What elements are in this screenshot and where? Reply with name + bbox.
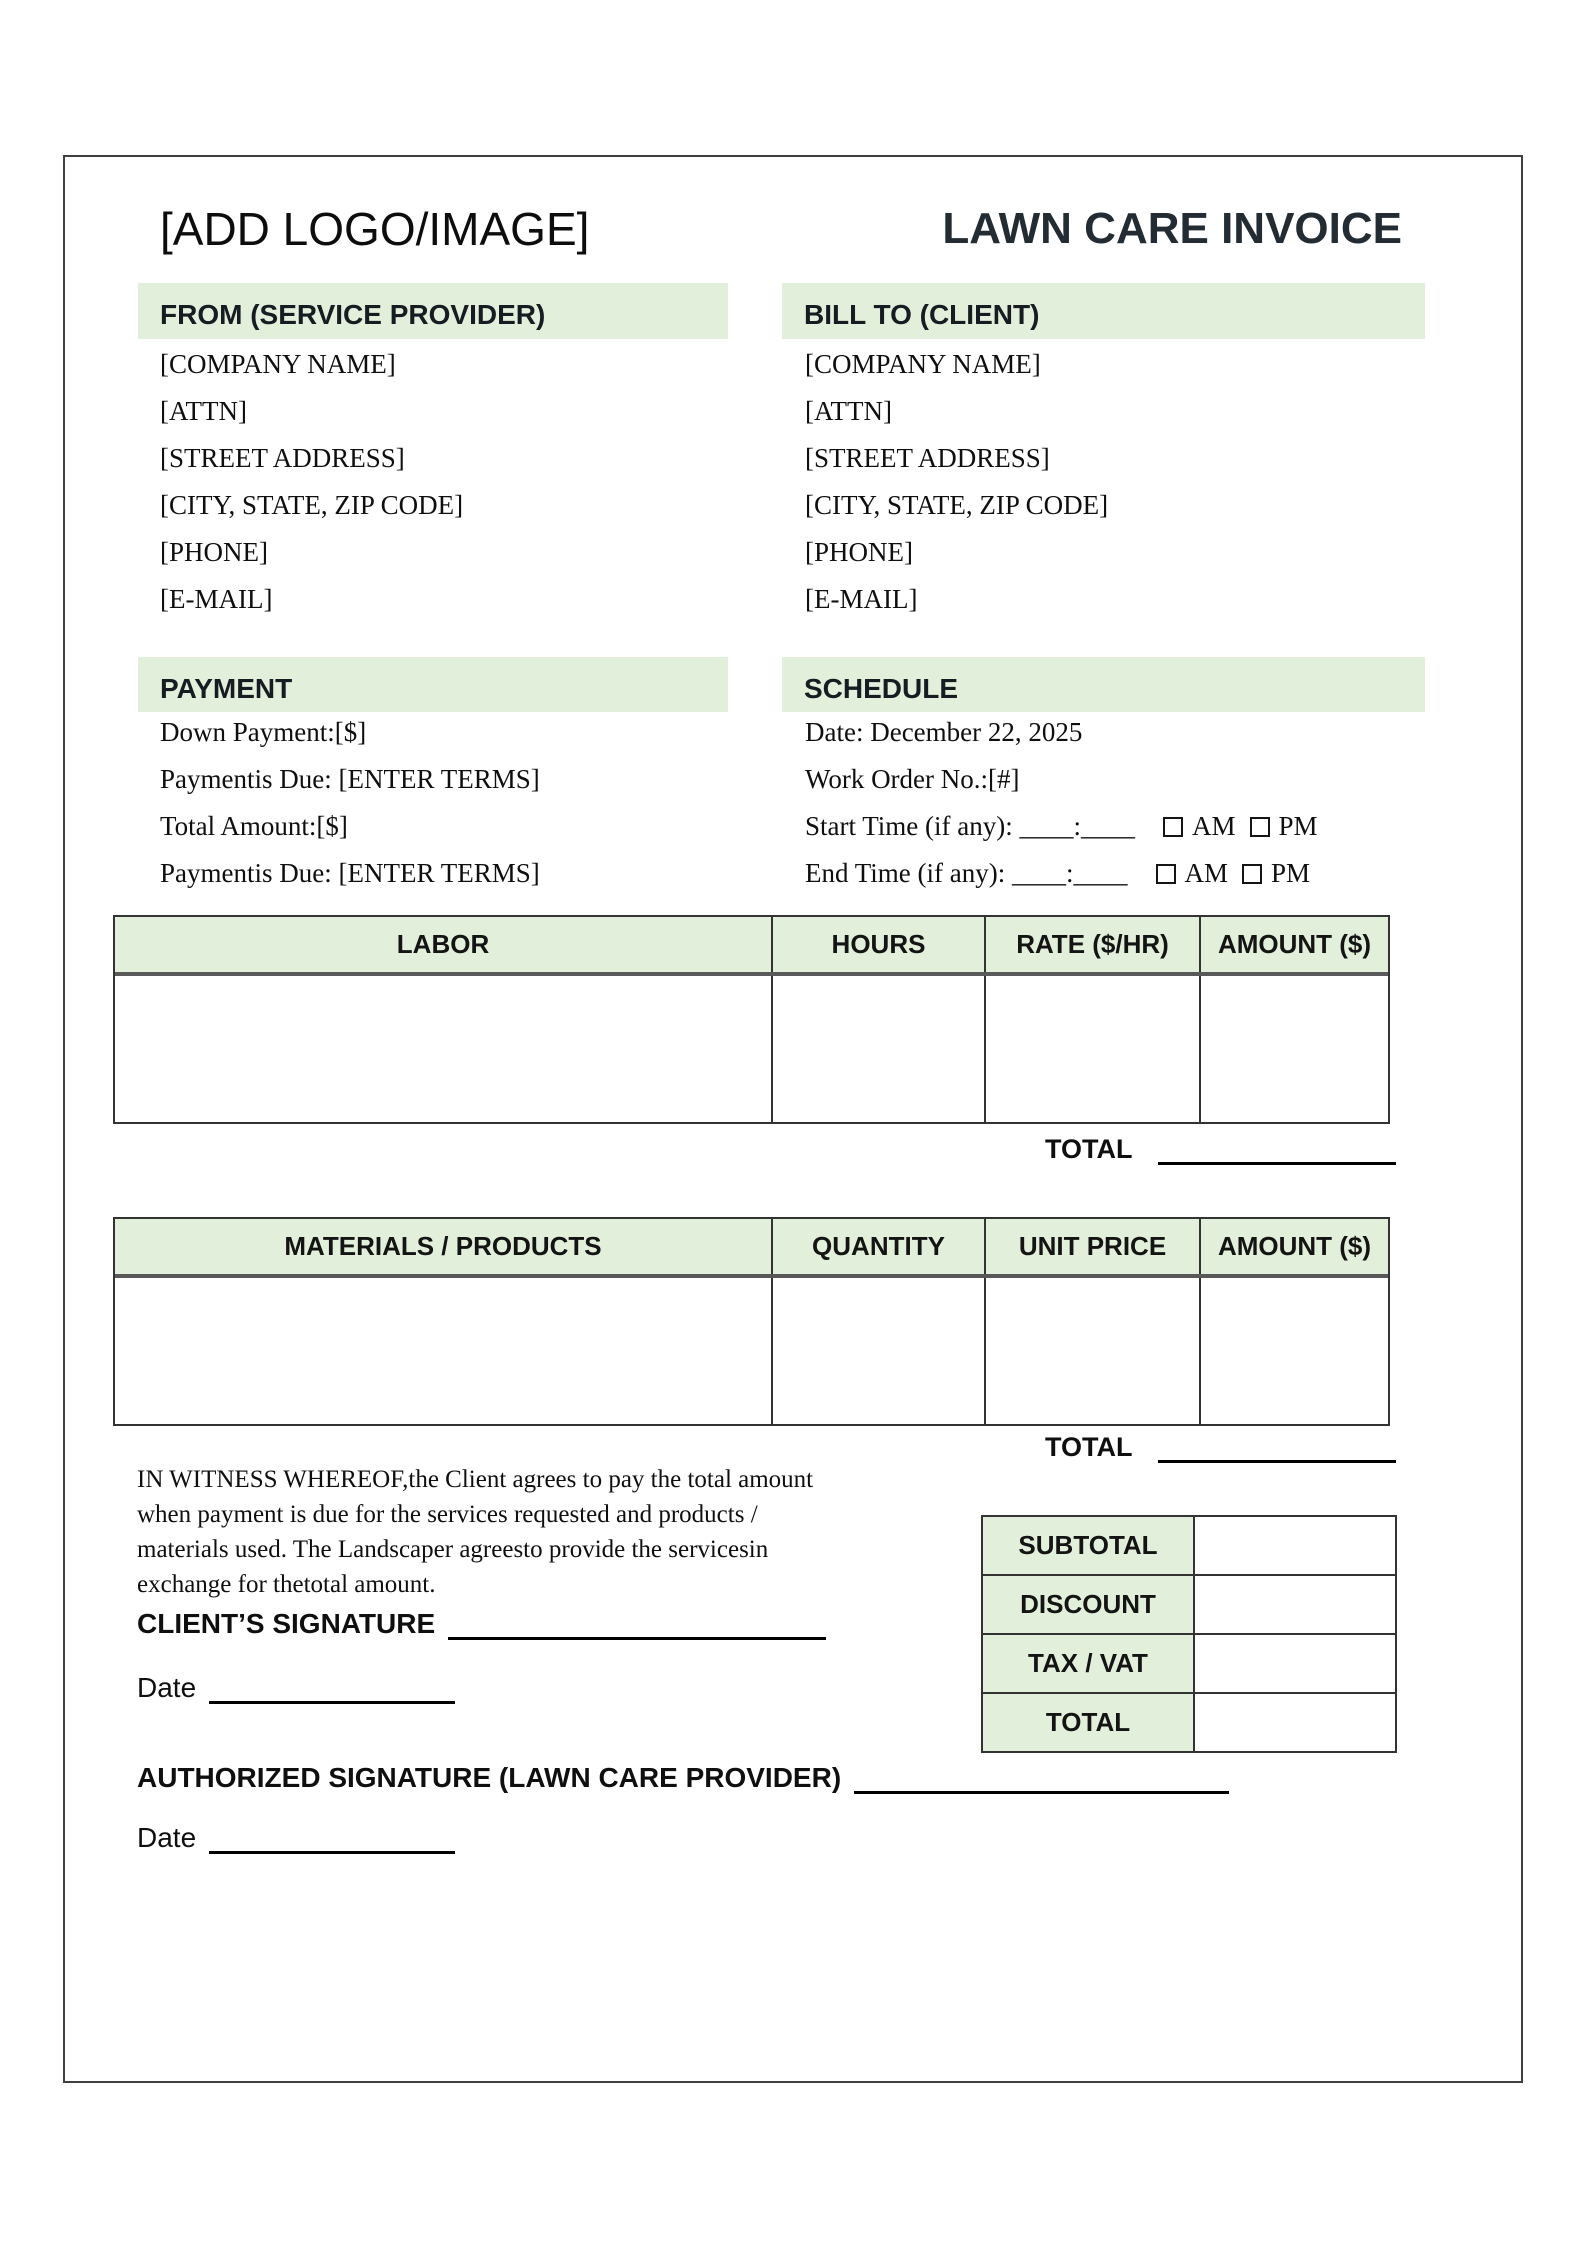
end-pm-checkbox[interactable] (1242, 864, 1262, 884)
materials-table-row (115, 1278, 1388, 1424)
bill-to-attn: [ATTN] (805, 396, 892, 426)
schedule-end-time (805, 850, 1318, 897)
client-date-label: Date (137, 1672, 197, 1703)
subtotal-row (983, 1517, 1395, 1576)
from-phone: [PHONE] (160, 537, 268, 567)
labor-table-row (115, 976, 1388, 1122)
authorized-signature-row (137, 1762, 1229, 1794)
page-title: LAWN CARE INVOICE (942, 204, 1402, 253)
amount-col-header: AMOUNT ($) (1217, 929, 1372, 959)
payment-down-payment: Down Payment:[$] (160, 717, 367, 747)
end-time-label: End Time (if any): ____:____ (805, 858, 1128, 888)
start-pm-label: PM (1278, 811, 1318, 841)
discount-value-cell[interactable] (1195, 1576, 1395, 1633)
payment-terms-1: Paymentis Due: [ENTER TERMS] (160, 764, 540, 794)
client-signature-label: CLIENT’S SIGNATURE (137, 1608, 436, 1639)
hours-col-header: HOURS (773, 917, 986, 972)
bill-to-street: [STREET ADDRESS] (805, 443, 1050, 473)
payment-total-amount: Total Amount:[$] (160, 811, 348, 841)
labor-desc-cell[interactable] (115, 976, 773, 1122)
authorized-signature-line[interactable] (854, 1787, 1229, 1794)
grand-total-row (983, 1694, 1395, 1751)
client-signature-row (137, 1608, 826, 1640)
client-date-row (137, 1672, 455, 1704)
schedule-section-header: SCHEDULE (782, 657, 1425, 712)
materials-quantity-cell[interactable] (773, 1278, 986, 1424)
from-email: [E-MAIL] (160, 584, 273, 614)
tax-vat-value-cell[interactable] (1195, 1635, 1395, 1692)
labor-total-line[interactable] (1158, 1162, 1396, 1165)
subtotal-label: SUBTOTAL (983, 1517, 1195, 1574)
from-company-name: [COMPANY NAME] (160, 349, 396, 379)
tax-vat-row (983, 1635, 1395, 1694)
summary-table (981, 1515, 1397, 1753)
materials-table (113, 1217, 1390, 1426)
labor-amount-cell[interactable] (1201, 976, 1388, 1122)
end-am-checkbox[interactable] (1156, 864, 1176, 884)
materials-amount-cell[interactable] (1201, 1278, 1388, 1424)
unit-price-col-header: UNIT PRICE (986, 1219, 1201, 1274)
grand-total-label: TOTAL (983, 1694, 1195, 1751)
grand-total-value-cell[interactable] (1195, 1694, 1395, 1751)
materials-table-header (115, 1219, 1388, 1278)
discount-row (983, 1576, 1395, 1635)
materials-desc-cell[interactable] (115, 1278, 773, 1424)
client-signature-line[interactable] (448, 1633, 826, 1640)
from-attn: [ATTN] (160, 396, 247, 426)
materials-col-header: MATERIALS / PRODUCTS (115, 1219, 773, 1274)
materials-total-label: TOTAL (1045, 1432, 1133, 1462)
from-street: [STREET ADDRESS] (160, 443, 405, 473)
start-time-label: Start Time (if any): ____:____ (805, 811, 1135, 841)
start-pm-checkbox[interactable] (1250, 817, 1270, 837)
authorized-signature-label: AUTHORIZED SIGNATURE (LAWN CARE PROVIDER) (137, 1762, 842, 1793)
labor-hours-cell[interactable] (773, 976, 986, 1122)
labor-rate-cell[interactable] (986, 976, 1201, 1122)
labor-total-label: TOTAL (1045, 1134, 1133, 1164)
payment-details-block (160, 709, 540, 897)
schedule-date: Date: December 22, 2025 (805, 717, 1083, 747)
bill-to-section-header: BILL TO (CLIENT) (782, 283, 1425, 339)
client-date-line[interactable] (209, 1697, 455, 1704)
authorized-date-line[interactable] (209, 1847, 455, 1854)
subtotal-value-cell[interactable] (1195, 1517, 1395, 1574)
start-am-label: AM (1192, 811, 1236, 841)
agreement-text: IN WITNESS WHEREOF,the Client agrees to pay the total amount when payment is due for the services requested and products / materials used. The Landscaper agreesto provide the servicesin exchange for thetotal amount. (137, 1466, 814, 1598)
bill-to-city-state: [CITY, STATE, ZIP CODE] (805, 490, 1109, 520)
rate-col-header: RATE ($/HR) (986, 917, 1201, 972)
quantity-col-header: QUANTITY (773, 1219, 986, 1274)
bill-to-address-block (805, 341, 1108, 623)
tax-vat-label: TAX / VAT (983, 1635, 1195, 1692)
materials-total-line[interactable] (1158, 1460, 1396, 1463)
discount-label: DISCOUNT (983, 1576, 1195, 1633)
from-section-header: FROM (SERVICE PROVIDER) (138, 283, 728, 339)
materials-price-cell[interactable] (986, 1278, 1201, 1424)
schedule-details-block (805, 709, 1318, 897)
authorized-date-label: Date (137, 1822, 197, 1853)
bill-to-company-name: [COMPANY NAME] (805, 349, 1041, 379)
payment-terms-2: Paymentis Due: [ENTER TERMS] (160, 858, 540, 888)
start-am-checkbox[interactable] (1163, 817, 1183, 837)
payment-section-header: PAYMENT (138, 657, 728, 712)
labor-table (113, 915, 1390, 1124)
bill-to-phone: [PHONE] (805, 537, 913, 567)
end-pm-label: PM (1271, 858, 1311, 888)
labor-table-header (115, 917, 1388, 976)
logo-placeholder: [ADD LOGO/IMAGE] (160, 203, 590, 255)
authorized-date-row (137, 1822, 455, 1854)
schedule-start-time (805, 803, 1318, 850)
labor-col-header: LABOR (115, 917, 773, 972)
end-am-label: AM (1184, 858, 1229, 888)
amount-col-header: AMOUNT ($) (1217, 1231, 1372, 1261)
bill-to-email: [E-MAIL] (805, 584, 918, 614)
schedule-work-order: Work Order No.:[#] (805, 764, 1020, 794)
from-city-state: [CITY, STATE, ZIP CODE] (160, 490, 464, 520)
from-address-block (160, 341, 463, 623)
